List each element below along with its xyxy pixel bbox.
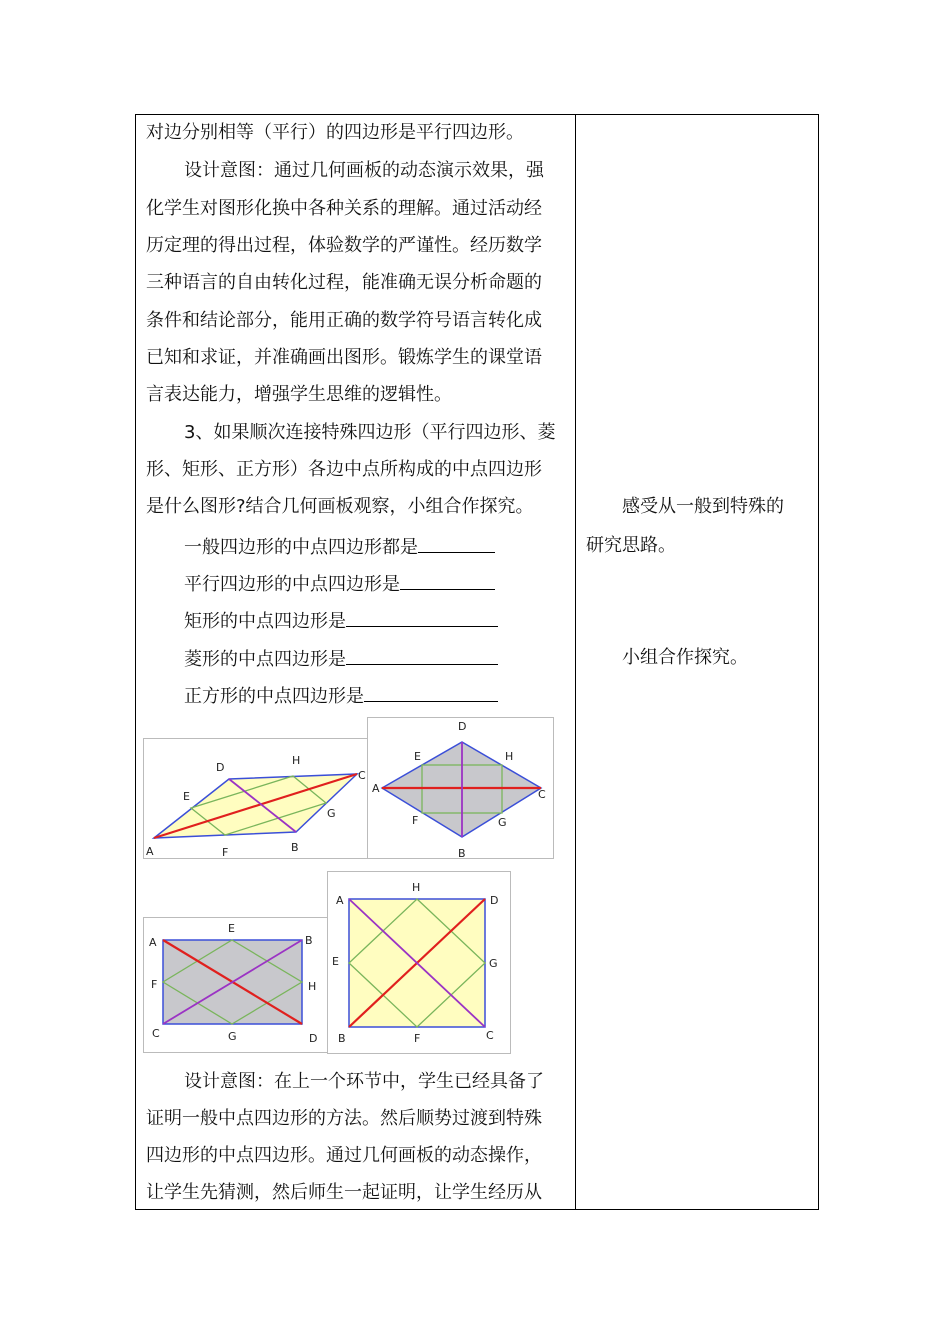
point-label: B bbox=[338, 1032, 346, 1045]
point-label: C bbox=[486, 1029, 494, 1042]
point-label: E bbox=[414, 750, 421, 763]
note-line: 感受从一般到特殊的 bbox=[622, 496, 784, 517]
point-label: B bbox=[458, 847, 466, 860]
point-label: F bbox=[151, 978, 158, 991]
text-line: 设计意图：在上一个环节中，学生已经具备了 bbox=[184, 1071, 544, 1092]
point-label: A bbox=[146, 845, 154, 858]
point-label: D bbox=[490, 894, 499, 907]
point-label: C bbox=[358, 769, 366, 782]
answer-blank[interactable] bbox=[400, 571, 495, 590]
point-label: E bbox=[228, 922, 235, 935]
point-label: F bbox=[222, 846, 229, 859]
text-line: 历定理的得出过程，体验数学的严谨性。经历数学 bbox=[146, 235, 542, 256]
answer-blank[interactable] bbox=[418, 534, 495, 553]
point-label: H bbox=[308, 980, 317, 993]
fill-in-line bbox=[184, 571, 495, 597]
point-label: H bbox=[292, 754, 301, 767]
rectangle-figure bbox=[143, 917, 328, 1053]
text-line: 对边分别相等（平行）的四边形是平行四边形。 bbox=[146, 122, 524, 143]
point-label: D bbox=[216, 761, 225, 774]
point-label: D bbox=[458, 720, 467, 733]
text-line: 言表达能力，增强学生思维的逻辑性。 bbox=[146, 384, 452, 405]
text-line: 三种语言的自由转化过程，能准确无误分析命题的 bbox=[146, 272, 542, 293]
text-line: 四边形的中点四边形。通过几何画板的动态操作， bbox=[146, 1145, 542, 1166]
point-label: F bbox=[414, 1032, 421, 1045]
point-label: G bbox=[228, 1030, 237, 1043]
fill-in-line bbox=[184, 534, 495, 560]
column-divider bbox=[575, 114, 576, 1210]
fill-in-prompt: 菱形的中点四边形是 bbox=[184, 649, 346, 670]
text-line: 化学生对图形化换中各种关系的理解。通过活动经 bbox=[146, 198, 542, 219]
text-line: 设计意图：通过几何画板的动态演示效果，强 bbox=[184, 160, 544, 181]
point-label: F bbox=[412, 814, 419, 827]
point-label: A bbox=[149, 936, 157, 949]
point-label: A bbox=[336, 894, 344, 907]
point-label: E bbox=[183, 790, 190, 803]
fill-in-line bbox=[184, 608, 498, 634]
fill-in-line bbox=[184, 646, 498, 672]
answer-blank[interactable] bbox=[346, 608, 498, 627]
text-line: 是什么图形?结合几何画板观察，小组合作探究。 bbox=[146, 496, 534, 517]
fill-in-prompt: 平行四边形的中点四边形是 bbox=[184, 574, 400, 595]
text-line: 条件和结论部分，能用正确的数学符号语言转化成 bbox=[146, 310, 542, 331]
point-label: C bbox=[538, 788, 546, 801]
point-label: G bbox=[489, 957, 498, 970]
answer-blank[interactable] bbox=[346, 646, 498, 665]
point-label: B bbox=[291, 841, 299, 854]
text-line: 证明一般中点四边形的方法。然后顺势过渡到特殊 bbox=[146, 1108, 542, 1129]
parallelogram-figure bbox=[143, 738, 369, 859]
fill-in-prompt: 正方形的中点四边形是 bbox=[184, 686, 364, 707]
fill-in-prompt: 矩形的中点四边形是 bbox=[184, 611, 346, 632]
answer-blank[interactable] bbox=[364, 683, 498, 702]
fill-in-prompt: 一般四边形的中点四边形都是 bbox=[184, 537, 418, 558]
point-label: C bbox=[152, 1027, 160, 1040]
rhombus-figure bbox=[367, 717, 554, 859]
text-line: 已知和求证，并准确画出图形。锻炼学生的课堂语 bbox=[146, 347, 542, 368]
text-line: 让学生先猜测，然后师生一起证明，让学生经历从 bbox=[146, 1182, 542, 1203]
point-label: D bbox=[309, 1032, 318, 1045]
note-line: 小组合作探究。 bbox=[622, 647, 748, 668]
square-figure bbox=[327, 871, 511, 1054]
point-label: G bbox=[498, 816, 507, 829]
point-label: E bbox=[332, 955, 339, 968]
fill-in-line bbox=[184, 683, 498, 709]
point-label: G bbox=[327, 807, 336, 820]
point-label: A bbox=[372, 782, 380, 795]
point-label: B bbox=[305, 934, 313, 947]
note-line: 研究思路。 bbox=[586, 535, 676, 556]
point-label: H bbox=[505, 750, 514, 763]
text-line: 形、矩形、正方形）各边中点所构成的中点四边形 bbox=[146, 459, 542, 480]
text-line: 3、如果顺次连接特殊四边形（平行四边形、菱 bbox=[184, 422, 556, 443]
point-label: H bbox=[412, 881, 421, 894]
